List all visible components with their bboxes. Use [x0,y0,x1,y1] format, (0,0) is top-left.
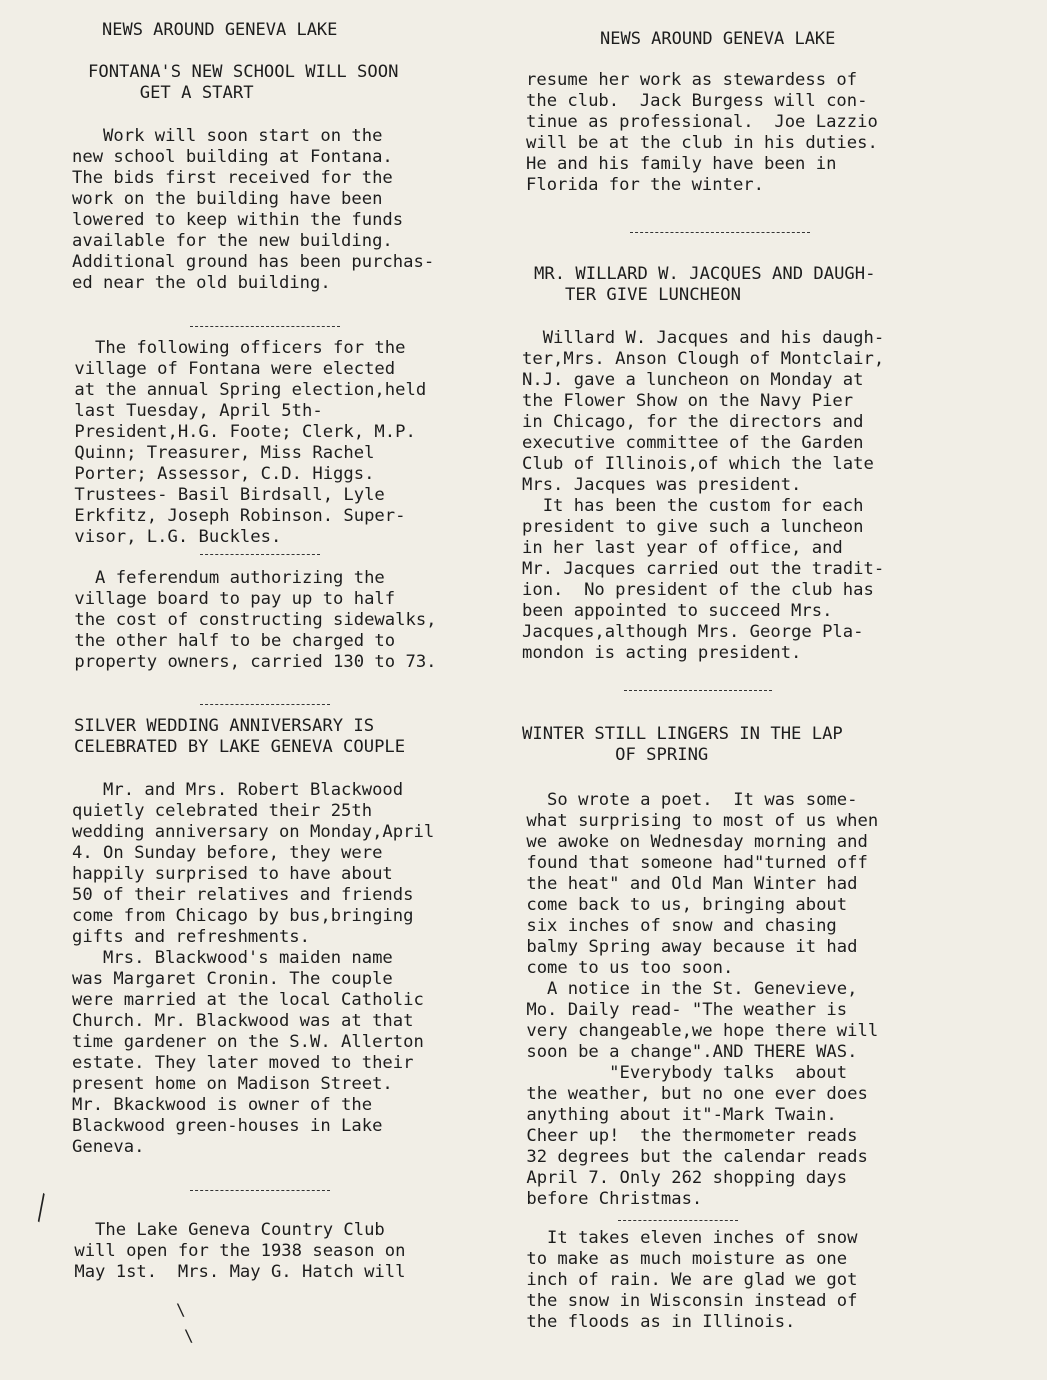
jacques-luncheon-headline: MR. WILLARD W. JACQUES AND DAUGH- TER GIVE LUNCHEON [534,264,876,305]
left-column [72,0,542,1282]
winter-spring-article: So wrote a poet. It was some- what surprising to most of us when we awoke on Wednesday morning and found that someone had"turned off the heat" and Old Man Winter had come back to us, bringing about six inches of snow and chasing balmy Spring away because it had come to us too soon. A notice in the St. Genevieve, Mo. Daily read- "The weather is very changeable,we hope there will soon be a change".AND THERE WAS. "Everybody talks about the weather, but no one ever does anything about it"-Mark Twain. Cheer up! the thermometer reads 32 degrees but the calendar reads April 7. Only 262 shopping days before Christmas. [526,790,879,1209]
section-divider [624,690,772,691]
silver-wedding-article: Mr. and Mrs. Robert Blackwood quietly celebrated their 25th wedding anniversary on Monday,April 4. On Sunday before, they were happily surprised to have about 50 of their relatives and friends come from Chicago by bus,bringing gifts and refreshments. Mrs. Blackwood's maiden name was Margaret Cronin. The couple were married at the local Catholic Church. Mr. Blackwood was at that time gardener on the S.W. Allerton estate. They later moved to their present home on Madison Street. Mr. Bkackwood is owner of the Blackwood green-houses in Lake Geneva. [72,780,435,1157]
winter-spring-headline: WINTER STILL LINGERS IN THE LAP OF SPRING [522,724,843,765]
referendum-article: A feferendum authorizing the village board to pay up to half the cost of constructing sidewalks, the other half to be charged to property owners, carried 130 to 73. [74,568,437,672]
handwritten-margin-stroke: \ [184,1326,194,1345]
fontana-school-headline: FONTANA'S NEW SCHOOL WILL SOON GET A START [88,62,399,103]
silver-wedding-headline: SILVER WEDDING ANNIVERSARY IS CELEBRATED BY LAKE GENEVA COUPLE [74,716,406,757]
page-header-right: NEWS AROUND GENEVA LAKE [600,29,836,49]
country-club-article-continued: resume her work as stewardess of the club. Jack Burgess will con- tinue as professional. Joe Lazzio will be at the club in his duties. He and his family have been in Florida for the winter. [526,70,878,195]
page-header-left: NEWS AROUND GENEVA LAKE [102,20,338,40]
handwritten-margin-stroke: \ [176,1300,186,1319]
section-divider [630,232,810,233]
section-divider [618,1220,738,1221]
section-divider [200,554,320,555]
section-divider [190,326,340,327]
country-club-article: The Lake Geneva Country Club will open for the 1938 season on May 1st. Mrs. May G. Hatch will [74,1220,406,1282]
right-column [522,0,992,1332]
jacques-luncheon-article: Willard W. Jacques and his daugh- ter,Mrs. Anson Clough of Montclair, N.J. gave a luncheon on Monday at the Flower Show on the Navy Pier in Chicago, for the directors and executive committee of the Garden Club of Illinois,of which the late Mrs. Jacques was president. It has been the custom for each president to give such a luncheon in her last year of office, and Mr. Jacques carried out the tradit- ion. No president of the club has been appointed to succeed Mrs. Jacques,although Mrs. George Pla- mondon is acting president. [522,328,885,663]
section-divider [190,1190,330,1191]
section-divider [200,704,330,705]
snow-moisture-article: It takes eleven inches of snow to make as much moisture as one inch of rain. We are glad we got the snow in Wisconsin instead of the floods as in Illinois. [526,1228,858,1332]
handwritten-margin-stroke: ╲ [27,1194,54,1223]
fontana-officers-article: The following officers for the village of Fontana were elected at the annual Spring election,held last Tuesday, April 5th- President,H.G. Foote; Clerk, M.P. Quinn; Treasurer, Miss Rachel Porter; Assessor, C.D. Higgs. Trustees- Basil Birdsall, Lyle Erkfitz, Joseph Robinson. Super- visor, L.G. Buckles. [74,338,427,547]
fontana-school-article: Work will soon start on the new school building at Fontana. The bids first received for the work on the building have been lowered to keep within the funds available for the new building. Additional ground has been purchas- ed near the old building. [72,126,435,293]
